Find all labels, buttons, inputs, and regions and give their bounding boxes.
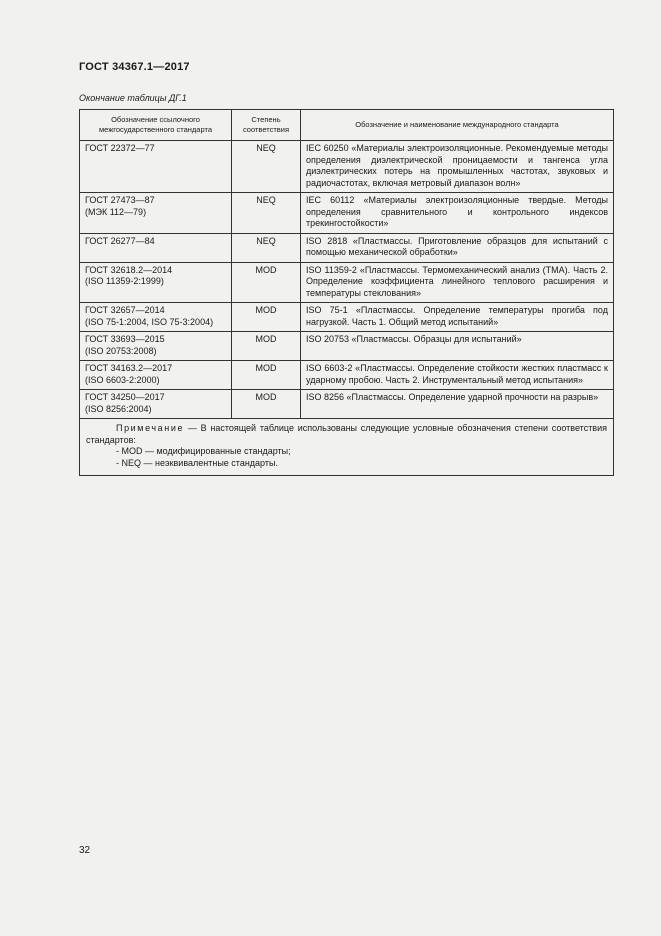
reference-standard-cell: [80, 390, 232, 419]
reference-standard-code: ГОСТ 32657—2014: [85, 305, 165, 315]
table-caption: Окончание таблицы ДГ.1: [79, 93, 187, 103]
international-standard-cell: ISO 8256 «Пластмассы. Определение ударной прочности на разрыв»: [301, 390, 614, 419]
table-row: [80, 141, 614, 193]
degree-cell: MOD: [232, 303, 301, 332]
reference-standard-equivalent: (МЭК 112—79): [85, 206, 147, 217]
column-header-international-standard: Обозначение и наименование международного стандарта: [301, 110, 614, 141]
reference-standard-code: ГОСТ 22372—77: [85, 143, 155, 153]
degree-cell: MOD: [232, 332, 301, 361]
table-row: [80, 193, 614, 234]
international-standard-cell: ISO 75-1 «Пластмассы. Определение температуры прогиба под нагрузкой. Часть 1. Общий метод испытаний»: [301, 303, 614, 332]
reference-standard-code: ГОСТ 26277—84: [85, 235, 155, 246]
table-note: [80, 419, 614, 476]
degree-cell: NEQ: [232, 141, 301, 193]
note-list-item: - MOD — модифицированные стандарты;: [116, 446, 291, 456]
note-text: — В настоящей таблице использованы следующие условные обозначения степени соответствия стандартов:: [86, 423, 607, 445]
degree-cell: MOD: [232, 262, 301, 303]
reference-standard-equivalent: (ISO 75-1:2004, ISO 75-3:2004): [85, 316, 214, 327]
table-row: [80, 361, 614, 390]
table-row: [80, 390, 614, 419]
reference-standard-code: ГОСТ 32618.2—2014: [85, 264, 173, 275]
reference-standard-cell: [80, 332, 232, 361]
note-list-item: - NEQ — неэквивалентные стандарты.: [116, 457, 278, 468]
international-standard-cell: ISO 11359-2 «Пластмассы. Термомеханический анализ (ТМА). Часть 2. Определение коэффициента линейного теплового расширения и температуры стеклования»: [301, 262, 614, 303]
reference-standard-cell: [80, 141, 232, 193]
table-row: [80, 262, 614, 303]
reference-standard-code: ГОСТ 34163.2—2017: [85, 363, 173, 373]
table-row: [80, 233, 614, 262]
standards-table: [79, 109, 614, 476]
note-intro: [86, 423, 607, 446]
table-note-row: [80, 419, 614, 476]
international-standard-cell: ISO 6603-2 «Пластмассы. Определение стойкости жестких пластмасс к ударному пробою. Часть 2. Инструментальный метод испытания»: [301, 361, 614, 390]
reference-standard-code: ГОСТ 33693—2015: [85, 334, 165, 344]
table-header-row: [80, 110, 614, 141]
table-row: [80, 332, 614, 361]
reference-standard-cell: [80, 233, 232, 262]
reference-standard-code: ГОСТ 27473—87: [85, 195, 155, 205]
note-label: Примечание: [116, 423, 185, 433]
international-standard-cell: ISO 2818 «Пластмассы. Приготовление образцов для испытаний с помощью механической обработки»: [301, 233, 614, 262]
reference-standard-cell: [80, 361, 232, 390]
reference-standard-cell: [80, 303, 232, 332]
international-standard-cell: ISO 20753 «Пластмассы. Образцы для испытаний»: [301, 332, 614, 361]
reference-standard-equivalent: (ISO 8256:2004): [85, 403, 152, 414]
document-title: ГОСТ 34367.1—2017: [79, 61, 190, 73]
reference-standard-equivalent: (ISO 6603-2:2000): [85, 374, 160, 385]
reference-standard-equivalent: (ISO 20753:2008): [85, 345, 157, 356]
table-row: [80, 303, 614, 332]
page-number: 32: [79, 845, 91, 856]
degree-cell: NEQ: [232, 233, 301, 262]
degree-cell: MOD: [232, 361, 301, 390]
international-standard-cell: IEC 60250 «Материалы электроизоляционные. Рекомендуемые методы определения диэлектрической проницаемости и тангенса угла диэлектрических потерь на промышленных частотах, звуковых и радиочастотах, включая метровый диапазон волн»: [301, 141, 614, 193]
reference-standard-code: ГОСТ 34250—2017: [85, 392, 165, 402]
column-header-reference-standard: Обозначение ссылочного межгосударственного стандарта: [80, 110, 232, 141]
column-header-degree: Степень соответствия: [232, 110, 301, 141]
degree-cell: MOD: [232, 390, 301, 419]
degree-cell: NEQ: [232, 193, 301, 234]
reference-standard-cell: [80, 193, 232, 234]
reference-standard-equivalent: (ISO 11359-2:1999): [85, 276, 164, 286]
international-standard-cell: IEC 60112 «Материалы электроизоляционные твердые. Методы определения сравнительного и контрольного индексов трекингостойкости»: [301, 193, 614, 234]
reference-standard-cell: [80, 262, 232, 303]
